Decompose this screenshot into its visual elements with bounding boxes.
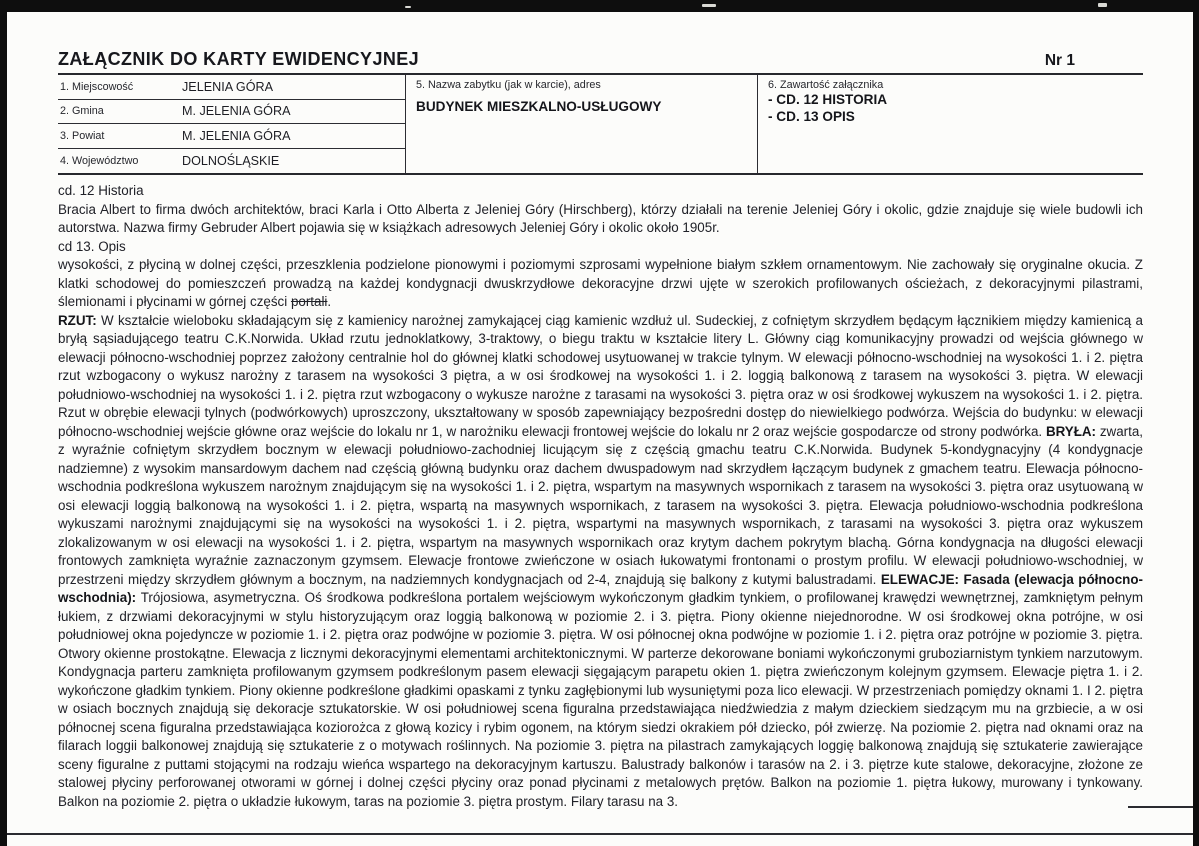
attachment-contents-item: - CD. 12 HISTORIA [768,92,888,107]
document-body [58,182,1143,811]
scan-artifact [1098,3,1107,7]
attachment-number: Nr 1 [1044,52,1075,69]
opis-heading: cd 13. Opis [58,238,126,254]
page-bottom-rule [0,833,1199,835]
scan-artifact [702,4,716,7]
monument-name-label: 5. Nazwa zabytku (jak w karcie), adres [416,79,601,91]
field-label: 1. Miejscowość [60,80,134,93]
opis-intro-paragraph: wysokości, z płyciną w dolnej części, przeszklenia podzielone pionowymi i poziomymi szprosami wypełnione białym szkłem ornamentowym. Nie zachowały się oryginalne okucia. Z klatki schodowej do pomieszczeń prowadzą na każdej kondygnacji dwuskrzydłowe dekoracyjne drzwi ujęte w szerokich profilowanych ościeżach, z dekoracyjnymi pilastrami, ślemionami i płycinami w górnej części portali. [58,257,1143,309]
attachment-contents-label: 6. Zawartość załącznika [768,79,884,91]
scan-edge-left [0,10,7,846]
scan-edge-right [1193,10,1199,846]
scan-artifact [405,6,411,8]
opis-main-paragraph: RZUT: W kształcie wieloboku składającym się z kamienicy narożnej zamykającej ciąg kamienic wzdłuż ul. Sudeckiej, z cofniętym skrzydłem będącym łącznikiem między kamienicą a bryłą sąsiadującego teatru C.K.Norwida. Układ rzutu jednoklatkowy, 3-traktowy, o biegu traktu w kształcie litery L. Główny ciąg komunikacyjny prowadzi od wejścia głównego w elewacji północno-wschodniej poprzez założony centralnie hol do głównej klatki schodowej usytuowanej w trakcie tylnym. W elewacji północno-wschodniej na wysokości 1. i 2. piętra rzut wzbogacony o wykusz narożny z tarasem na wysokości 3 piętra, a w osi środkowej na wysokości 1. i 2. loggią balkonową z tarasem na wysokości 3. piętra. W elewacji południowo-wschodniej na wysokości 1. i 2. piętra rzut wzbogacony o wykusze narożne z tarasami na wysokości 3. piętra oraz w osi środkowej wykuszem na wysokości 1. i 2. piętra. Rzut w obrębie elewacji tylnych (podwórkowych) uproszczony, ukształtowany w sposób zapewniający bezpośredni dostęp do niewielkiego podwórza. Wejścia do budynku: w elewacji północno-wschodniej wejście główne oraz wejście do lokalu nr 1, w narożniku elewacji frontowej wejście do lokalu nr 2 oraz wejście gospodarcze od strony podwórka. BRYŁA: zwarta, z wyraźnie cofniętym skrzydłem bocznym w elewacji południowo-zachodniej licującym się z częścią gmachu teatru C.K.Norwida. Budynek 5-kondygnacyjny (4 kondygnacje nadziemne) z wysokim mansardowym dachem nad częścią główną budynku oraz dachem dwuspadowym nad skrzydłem łączącym budynek z gmachem teatru. Elewacja północno-wschodnia podkreślona wykuszem narożnym znajdującym się na wysokości 1. i 2. piętra, wspartym na masywnych wspornikach z tarasem na wysokości 3. piętra oraz usytuowaną w osi elewacji loggią balkonową na wysokości 1. i 2. piętra, wspartą na masywnych wspornikach, z tarasem na wysokości 3. piętra. Elewacja południowo-wschodnia podkreślona wykuszami narożnymi znajdującymi się na wysokości na wysokości 1. i 2. piętra, wspartymi na masywnych wspornikach, z tarasami na wysokości 3. piętra oraz wykuszem zlokalizowanym w osi elewacji na wysokości 1. i 2. piętra, wspartym na masywnych wspornikach oraz krytym dachem pokrytym blachą. Górna kondygnacja na długości elewacji frontowych zamknięta wyraźnie zaznaczonym gzymsem. Elewacje frontowe zwieńczone w osiach łukowatymi frontonami o prostym profilu. W elewacji południowo-wschodniej, w przestrzeni między skrzydłem głównym a bocznym, na nadziemnych kondygnacjach od 2-4, znajdują się balkony z kutymi balustradami. ELEWACJE: Fasada (elewacja północno-wschodnia): Trójosiowa, asymetryczna. Oś środkowa podkreślona portalem wejściowym wykończonym gładkim tynkiem, o profilowanej krawędzi wewnętrznej, zamkniętym pełnym łukiem, z drzwiami dekoracyjnymi w stylu historyzującym oraz loggią balkonową w poziomie 2. i 3. piętra. Piony okienne niejednorodne. W osi środkowej okna potrójne, w osi południowej okna pojedyncze w poziomie 1. i 2. piętra oraz podwójne w poziomie 3. piętra. W osi północnej okna podwójne w poziomie 1. i 2. piętra oraz potrójne w poziomie 3. piętra. Otwory okienne prostokątne. Elewacja z licznymi dekoracyjnymi elementami architektonicznymi. W parterze dekorowane boniami wykończonymi gruboziarnistym tynkiem narzutowym. Kondygnacja parteru zamknięta profilowanym gzymsem podkreślonym pasem elewacji sięgającym parapetu okien 1. piętra zwieńczonym kolejnym gzymsem. Elewacje piętra 1. i 2. wykończone gładkim tynkiem. Piony okienne podkreślone gładkimi opaskami z tynku zagłębionymi lub wysuniętymi poza lico elewacji. W przestrzeniach pomiędzy oknami 1. I 2. piętra w osiach bocznych znajdują się dekoracje sztukatorskie. W osi południowej scena figuralna przedstawiająca niedźwiedzia z małym dzieckiem siedzącym mu na grzbiecie, a w osi północnej scena figuralna przedstawiająca koziorożca z głową kozicy i rybim ogonem, na którym siedzi okrakiem pół dziecko, pół zwierzę. Na poziomie 2. piętra nad oknami oraz na filarach loggii balkonowej znajdują się sztukaterie z o motywach roślinnych. Na poziomie 3. piętra na pilastrach zamykających loggię balkonową znajdują się sztukaterie zawierające sceny figuralne z puttami stojącymi na rodzaju wieńca wspartego na dekoracyjnym kartuszu. Balustrady balkonów i tarasów na 2. i 3. piętrze kute stalowe, dekoracyjne, złożone ze stalowej płyciny perforowanej otworami w górnej i dolnej części płyciny oraz ponad płycinami z metalowych prętów. Balkon na poziomie 1. piętra łukowy, murowany i tynkowany. Balkon na poziomie 2. piętra o układzie łukowym, taras na poziomie 3. piętra prostym. Filary tarasu na 3. [58,312,1144,809]
field-value: DOLNOŚLĄSKIE [182,153,280,168]
form-row-miejscowosc [58,75,405,100]
attachment-contents-cell [758,75,1143,173]
location-fields-column [58,75,406,173]
margin-rule-fragment [1128,806,1199,808]
field-value: JELENIA GÓRA [182,79,273,94]
form-row-gmina [58,100,405,125]
attachment-contents-item: - CD. 13 OPIS [768,109,855,124]
form-table [58,73,1143,175]
field-value: M. JELENIA GÓRA [182,128,291,143]
monument-name-value: BUDYNEK MIESZKALNO-USŁUGOWY [416,99,662,114]
historia-heading: cd. 12 Historia [58,183,144,198]
monument-name-cell [406,75,758,173]
document-title: ZAŁĄCZNIK DO KARTY EWIDENCYJNEJ [58,49,420,69]
field-value: M. JELENIA GÓRA [182,104,291,119]
form-row-wojewodztwo [58,149,405,174]
page-content [58,0,1143,811]
historia-paragraph: Bracia Albert to firma dwóch architektów, braci Karla i Otto Alberta z Jeleniej Góry (Hirschberg), którzy działali na terenie Jeleniej Góry i okolic, gdzie znajduje się wiele budowli ich autorstwa. Nazwa firmy Gebruder Albert pojawia się w książkach adresowych Jeleniej Góry i okolic około 1905r. [58,201,1143,235]
field-label: 2. Gmina [60,105,104,118]
field-label: 4. Województwo [60,154,139,167]
scan-edge-top [0,0,1199,12]
form-row-powiat [58,124,405,149]
field-label: 3. Powiat [60,129,105,142]
